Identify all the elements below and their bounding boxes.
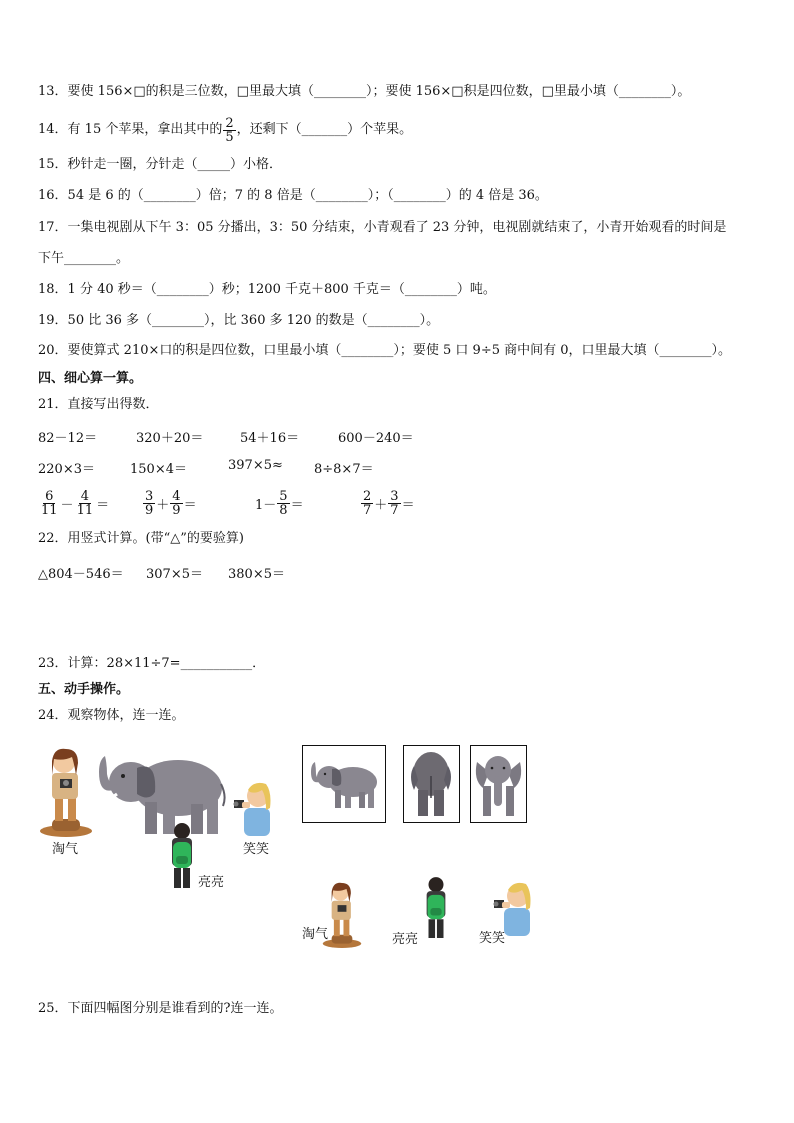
math-item: 150×4＝ (130, 462, 187, 477)
elephant-side-icon (303, 746, 385, 822)
fraction-expr-b: $\frac{3}{9}$ ＋ $\frac{4}{9}$ ＝ (145, 488, 197, 518)
question-23: 23．计算：28×11÷7=___________． (38, 656, 266, 671)
fraction-expr-d: $\frac{2}{7}$ ＋ $\frac{3}{7}$ ＝ (363, 488, 415, 518)
math-item: 397×5≈ (228, 458, 283, 473)
elephant-side-view (93, 750, 228, 838)
math-item: 600－240＝ (338, 431, 414, 446)
fraction-expr-c: 1－ $\frac{5}{8}$ ＝ (255, 488, 304, 518)
label-liangliang: 亮亮 (198, 875, 225, 890)
boy-liangliang-figure (166, 822, 198, 890)
section-5-heading: 五、动手操作。 (38, 682, 130, 697)
calc-item: 380×5＝ (228, 567, 285, 582)
question-15: 15．秒针走一圈，分针走（_____）小格． (38, 157, 283, 172)
section-4-heading: 四、细心算一算。 (38, 371, 143, 386)
question-19: 19．50 比 36 多（________），比 360 多 120 的数是（________）。 (38, 313, 440, 328)
math-item: 82－12＝ (38, 431, 98, 446)
question-18: 18．1 分 40 秒＝（________）秒；1200 千克＋800 千克＝（________）吨。 (38, 282, 496, 297)
question-17-line-2: 下午________。 (38, 251, 130, 266)
girl-taoqi-figure (38, 745, 94, 837)
math-item: 8÷8×7＝ (314, 462, 374, 477)
elephant-back-icon (404, 746, 459, 822)
boy-liangliang-small-figure (421, 874, 451, 942)
question-16: 16．54 是 6 的（________）倍；7 的 8 倍是（________）；（________）的 4 倍是 36。 (38, 188, 548, 203)
question-14-prefix: 14．有 15 个苹果，拿出其中的 (38, 122, 223, 137)
label-liangliang-bottom[interactable]: 亮亮 (392, 932, 419, 947)
label-xiaoxiao-bottom[interactable]: 笑笑 (479, 931, 506, 946)
math-item: 320＋20＝ (136, 431, 204, 446)
elephant-front-icon (471, 746, 526, 822)
view-frame-side[interactable] (302, 745, 386, 823)
fraction-expr-a: $\frac{6}{11}$ － $\frac{4}{11}$ ＝ (41, 488, 110, 518)
question-17-line-1: 17．一集电视剧从下午 3：05 分播出，3：50 分结束，小青观看了 23 分钟，电视剧就结束了，小青开始观看的时间是 (38, 220, 727, 235)
calc-item: 307×5＝ (146, 567, 203, 582)
question-14-suffix: ，还剩下（_______）个苹果。 (236, 122, 413, 137)
fraction-two-fifths: $\frac{2}{5}$ (225, 115, 234, 145)
question-20: 20．要使算式 210×口的积是四位数，口里最小填（________）；要使 5 口 9÷5 商中间有 0，口里最大填（________）。 (38, 343, 732, 358)
view-frame-back[interactable] (403, 745, 460, 823)
label-taoqi-bottom[interactable]: 淘气 (302, 927, 329, 942)
question-25: 25．下面四幅图分别是谁看到的?连一连。 (38, 1001, 283, 1016)
girl-xiaoxiao-figure (232, 780, 278, 836)
math-item: 54＋16＝ (240, 431, 300, 446)
calc-item: △804－546＝ (38, 567, 124, 582)
question-13: 13．要使 156×□的积是三位数，□里最大填（________）；要使 156×□积是四位数，□里最小填（________）。 (38, 84, 691, 99)
label-xiaoxiao: 笑笑 (243, 842, 270, 857)
view-frame-front[interactable] (470, 745, 527, 823)
math-item: 220×3＝ (38, 462, 95, 477)
question-21: 21．直接写出得数． (38, 397, 159, 412)
question-14 (38, 114, 412, 146)
question-22: 22．用竖式计算。(带“△”的要验算) (38, 531, 244, 546)
question-24: 24．观察物体，连一连。 (38, 708, 185, 723)
label-taoqi: 淘气 (52, 842, 79, 857)
